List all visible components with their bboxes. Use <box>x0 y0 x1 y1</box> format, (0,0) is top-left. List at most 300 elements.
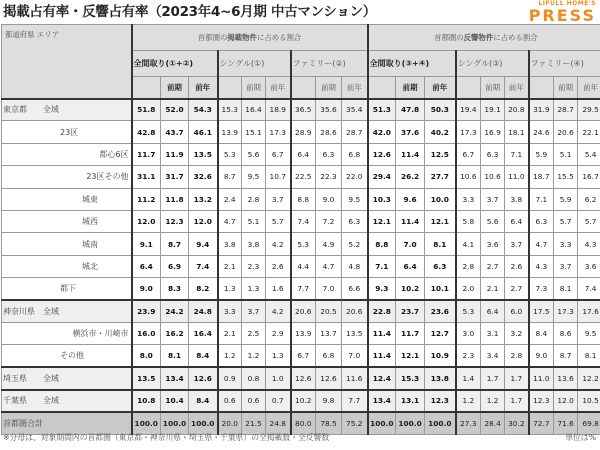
value-cell: 13.4 <box>161 367 189 389</box>
group-header: シングル(①) <box>218 51 291 77</box>
value-cell: 24.6 <box>529 121 554 143</box>
value-cell: 10.2 <box>396 278 425 300</box>
value-cell: 5.7 <box>578 210 600 232</box>
value-cell: 20.6 <box>291 300 316 322</box>
value-cell: 6.4 <box>291 143 316 165</box>
value-cell: 8.7 <box>218 166 242 188</box>
table-row <box>2 143 600 165</box>
value-cell: 11.7 <box>132 143 161 165</box>
value-cell: 24.8 <box>266 412 291 434</box>
prefecture-name: 神奈川県 <box>3 306 35 316</box>
value-cell: 8.3 <box>161 278 189 300</box>
value-cell: 31.1 <box>132 166 161 188</box>
sub-header-prev-year: 前年 <box>425 77 456 99</box>
value-cell: 13.4 <box>368 390 396 412</box>
value-cell: 46.1 <box>189 121 218 143</box>
value-cell: 12.2 <box>578 367 600 389</box>
sub-header-blank <box>368 77 396 99</box>
value-cell: 22.8 <box>368 300 396 322</box>
value-cell: 11.4 <box>396 210 425 232</box>
prefecture-name: 東京都 <box>3 105 27 115</box>
table-row <box>2 345 600 367</box>
value-cell: 3.8 <box>505 188 529 210</box>
value-cell: 0.6 <box>218 390 242 412</box>
area-name: 城東 <box>82 194 98 204</box>
value-cell: 37.6 <box>396 121 425 143</box>
value-cell: 0.6 <box>242 390 266 412</box>
value-cell: 5.1 <box>242 210 266 232</box>
value-cell: 9.0 <box>529 345 554 367</box>
value-cell: 5.3 <box>291 233 316 255</box>
area-name: 横浜市・川崎市 <box>72 329 129 339</box>
value-cell: 1.3 <box>242 278 266 300</box>
value-cell: 1.7 <box>505 390 529 412</box>
value-cell: 0.9 <box>218 367 242 389</box>
value-cell: 8.1 <box>161 345 189 367</box>
value-cell: 36.5 <box>291 99 316 121</box>
value-cell: 24.2 <box>161 300 189 322</box>
value-cell: 11.6 <box>342 367 368 389</box>
value-cell: 7.4 <box>578 278 600 300</box>
table-row <box>2 300 600 322</box>
value-cell: 1.7 <box>481 367 505 389</box>
area-label <box>2 345 132 367</box>
table-row <box>2 367 600 389</box>
value-cell: 5.8 <box>456 210 481 232</box>
sub-header-prev-quarter: 前期 <box>316 77 342 99</box>
sub-header-blank <box>456 77 481 99</box>
value-cell: 7.3 <box>529 278 554 300</box>
value-cell: 16.0 <box>132 322 161 344</box>
value-cell: 6.3 <box>425 255 456 277</box>
value-cell: 43.7 <box>161 121 189 143</box>
value-cell: 3.6 <box>578 255 600 277</box>
value-cell: 51.8 <box>132 99 161 121</box>
value-cell: 5.6 <box>242 143 266 165</box>
value-cell: 50.3 <box>425 99 456 121</box>
value-cell: 9.6 <box>396 188 425 210</box>
value-cell: 1.2 <box>481 390 505 412</box>
value-cell: 10.4 <box>161 390 189 412</box>
area-label <box>2 188 132 210</box>
sub-header-prev-quarter: 前期 <box>161 77 189 99</box>
value-cell: 6.3 <box>529 210 554 232</box>
value-cell: 2.1 <box>218 322 242 344</box>
value-cell: 12.4 <box>368 367 396 389</box>
sub-header-blank <box>291 77 316 99</box>
value-cell: 3.3 <box>554 233 578 255</box>
group-header: ファミリー(④) <box>529 51 600 77</box>
table-row <box>2 188 600 210</box>
value-cell: 5.9 <box>529 143 554 165</box>
sub-header-prev-year: 前年 <box>505 77 529 99</box>
value-cell: 2.8 <box>505 345 529 367</box>
value-cell: 2.5 <box>242 322 266 344</box>
value-cell: 7.1 <box>529 188 554 210</box>
value-cell: 21.5 <box>242 412 266 434</box>
value-cell: 22.3 <box>316 166 342 188</box>
area-label <box>2 390 132 412</box>
value-cell: 12.7 <box>425 322 456 344</box>
value-cell: 17.3 <box>456 121 481 143</box>
value-cell: 12.3 <box>161 210 189 232</box>
value-cell: 1.0 <box>266 367 291 389</box>
header-text-bold: 掲載物件 <box>227 33 257 42</box>
value-cell: 6.7 <box>266 143 291 165</box>
value-cell: 9.5 <box>342 188 368 210</box>
value-cell: 7.0 <box>342 345 368 367</box>
table-row <box>2 210 600 232</box>
value-cell: 5.9 <box>554 188 578 210</box>
value-cell: 12.0 <box>132 210 161 232</box>
value-cell: 47.8 <box>396 99 425 121</box>
value-cell: 20.5 <box>316 300 342 322</box>
value-cell: 1.6 <box>266 278 291 300</box>
value-cell: 4.7 <box>316 255 342 277</box>
value-cell: 13.1 <box>396 390 425 412</box>
value-cell: 13.6 <box>554 367 578 389</box>
value-cell: 10.6 <box>481 166 505 188</box>
value-cell: 9.8 <box>316 390 342 412</box>
value-cell: 15.1 <box>242 121 266 143</box>
value-cell: 10.8 <box>132 390 161 412</box>
area-label <box>2 143 132 165</box>
value-cell: 2.0 <box>456 278 481 300</box>
prefecture-name: 埼玉県 <box>3 373 27 383</box>
sub-header-prev-quarter: 前期 <box>481 77 505 99</box>
value-cell: 0.8 <box>242 367 266 389</box>
value-cell: 11.2 <box>132 188 161 210</box>
value-cell: 11.4 <box>396 143 425 165</box>
value-cell: 15.5 <box>554 166 578 188</box>
value-cell: 17.3 <box>554 300 578 322</box>
value-cell: 20.6 <box>554 121 578 143</box>
area-name: 城西 <box>82 217 98 227</box>
area-label <box>2 367 132 389</box>
value-cell: 1.7 <box>505 367 529 389</box>
value-cell: 8.1 <box>554 278 578 300</box>
area-label <box>2 412 132 434</box>
value-cell: 9.5 <box>242 166 266 188</box>
value-cell: 23.9 <box>132 300 161 322</box>
value-cell: 2.7 <box>505 278 529 300</box>
value-cell: 12.6 <box>189 367 218 389</box>
value-cell: 17.6 <box>578 300 600 322</box>
group-header: 全間取り(①+②) <box>132 51 218 77</box>
value-cell: 22.1 <box>578 121 600 143</box>
value-cell: 12.3 <box>529 390 554 412</box>
value-cell: 3.3 <box>456 188 481 210</box>
value-cell: 51.3 <box>368 99 396 121</box>
value-cell: 16.4 <box>189 322 218 344</box>
area-name: 23区 <box>60 127 79 137</box>
value-cell: 8.2 <box>189 278 218 300</box>
value-cell: 5.3 <box>218 143 242 165</box>
value-cell: 20.0 <box>218 412 242 434</box>
value-cell: 6.3 <box>316 143 342 165</box>
value-cell: 16.2 <box>161 322 189 344</box>
value-cell: 13.9 <box>218 121 242 143</box>
value-cell: 2.1 <box>218 255 242 277</box>
value-cell: 1.3 <box>266 345 291 367</box>
area-name: その他 <box>60 351 84 361</box>
area-name: 都下 <box>60 284 76 294</box>
value-cell: 3.3 <box>218 300 242 322</box>
value-cell: 3.7 <box>554 255 578 277</box>
share-table <box>1 24 600 435</box>
value-cell: 6.6 <box>342 278 368 300</box>
value-cell: 8.8 <box>368 233 396 255</box>
area-label <box>2 278 132 300</box>
value-cell: 71.6 <box>554 412 578 434</box>
value-cell: 3.4 <box>481 345 505 367</box>
value-cell: 19.4 <box>456 99 481 121</box>
value-cell: 7.7 <box>342 390 368 412</box>
value-cell: 7.0 <box>316 278 342 300</box>
value-cell: 27.7 <box>425 166 456 188</box>
sub-header-blank <box>132 77 161 99</box>
value-cell: 16.4 <box>242 99 266 121</box>
value-cell: 52.0 <box>161 99 189 121</box>
table-row <box>2 166 600 188</box>
area-name: 全域 <box>43 306 59 316</box>
value-cell: 16.7 <box>578 166 600 188</box>
value-cell: 28.6 <box>316 121 342 143</box>
value-cell: 5.3 <box>456 300 481 322</box>
header-text: に占める割合 <box>256 33 302 42</box>
value-cell: 69.8 <box>578 412 600 434</box>
value-cell: 100.0 <box>396 412 425 434</box>
value-cell: 1.2 <box>456 390 481 412</box>
logo-big-text: PRESS <box>528 6 596 25</box>
header-text: 首都圏の <box>434 33 464 42</box>
value-cell: 10.0 <box>425 188 456 210</box>
value-cell: 17.3 <box>266 121 291 143</box>
value-cell: 3.7 <box>505 233 529 255</box>
group-header: ファミリー(②) <box>291 51 368 77</box>
value-cell: 1.2 <box>242 345 266 367</box>
sub-header-prev-quarter: 前期 <box>554 77 578 99</box>
table-row <box>2 99 600 121</box>
value-cell: 12.1 <box>368 210 396 232</box>
header-text: 首都圏の <box>197 33 228 42</box>
value-cell: 3.7 <box>481 188 505 210</box>
value-cell: 2.7 <box>481 255 505 277</box>
value-cell: 2.8 <box>456 255 481 277</box>
sub-header-blank <box>529 77 554 99</box>
value-cell: 10.9 <box>425 345 456 367</box>
value-cell: 2.4 <box>218 188 242 210</box>
value-cell: 6.9 <box>161 255 189 277</box>
value-cell: 19.1 <box>481 99 505 121</box>
value-cell: 100.0 <box>425 412 456 434</box>
value-cell: 30.2 <box>505 412 529 434</box>
sub-header-prev-year: 前年 <box>578 77 600 99</box>
value-cell: 20.6 <box>342 300 368 322</box>
value-cell: 6.8 <box>316 345 342 367</box>
area-label <box>2 166 132 188</box>
value-cell: 6.8 <box>342 143 368 165</box>
value-cell: 9.5 <box>578 322 600 344</box>
value-cell: 6.4 <box>396 255 425 277</box>
value-cell: 13.8 <box>425 367 456 389</box>
value-cell: 28.7 <box>342 121 368 143</box>
value-cell: 28.7 <box>554 99 578 121</box>
footnote: ※分母は、対象期間内の首都圏（東京都・神奈川県・埼玉県・千葉県）の全掲載数・全反響数 <box>3 433 330 442</box>
value-cell: 5.1 <box>554 143 578 165</box>
value-cell: 22.5 <box>291 166 316 188</box>
value-cell: 20.8 <box>505 99 529 121</box>
value-cell: 78.5 <box>316 412 342 434</box>
value-cell: 2.6 <box>505 255 529 277</box>
value-cell: 12.6 <box>291 367 316 389</box>
value-cell: 8.1 <box>425 233 456 255</box>
value-cell: 11.8 <box>161 188 189 210</box>
value-cell: 2.3 <box>456 345 481 367</box>
value-cell: 11.4 <box>368 345 396 367</box>
value-cell: 6.7 <box>291 345 316 367</box>
value-cell: 12.6 <box>316 367 342 389</box>
table-row <box>2 412 600 434</box>
value-cell: 5.4 <box>578 143 600 165</box>
value-cell: 6.3 <box>342 210 368 232</box>
value-cell: 11.0 <box>505 166 529 188</box>
value-cell: 4.7 <box>529 233 554 255</box>
value-cell: 12.5 <box>425 143 456 165</box>
value-cell: 13.5 <box>189 143 218 165</box>
area-label <box>2 233 132 255</box>
table-row <box>2 390 600 412</box>
value-cell: 4.3 <box>529 255 554 277</box>
sub-header-prev-quarter: 前期 <box>242 77 266 99</box>
value-cell: 3.8 <box>242 233 266 255</box>
value-cell: 27.3 <box>456 412 481 434</box>
value-cell: 31.9 <box>529 99 554 121</box>
value-cell: 2.9 <box>266 322 291 344</box>
value-cell: 2.6 <box>266 255 291 277</box>
value-cell: 4.8 <box>342 255 368 277</box>
value-cell: 10.5 <box>578 390 600 412</box>
value-cell: 18.9 <box>266 99 291 121</box>
area-name: 全域 <box>43 373 59 383</box>
value-cell: 5.7 <box>266 210 291 232</box>
table-row <box>2 322 600 344</box>
value-cell: 1.4 <box>456 367 481 389</box>
unit-note: 単位は% <box>565 433 596 442</box>
value-cell: 54.3 <box>189 99 218 121</box>
value-cell: 9.3 <box>368 278 396 300</box>
area-name: 都心6区 <box>99 149 129 159</box>
value-cell: 6.0 <box>505 300 529 322</box>
value-cell: 100.0 <box>132 412 161 434</box>
area-name: 23区その他 <box>86 172 129 182</box>
value-cell: 2.8 <box>242 188 266 210</box>
value-cell: 8.6 <box>554 322 578 344</box>
value-cell: 4.7 <box>218 210 242 232</box>
group-header: 全間取り(③+④) <box>368 51 456 77</box>
value-cell: 11.0 <box>529 367 554 389</box>
value-cell: 4.4 <box>291 255 316 277</box>
value-cell: 28.4 <box>481 412 505 434</box>
area-label <box>2 210 132 232</box>
area-name: 全域 <box>43 105 59 115</box>
sub-header-prev-year: 前年 <box>189 77 218 99</box>
value-cell: 72.7 <box>529 412 554 434</box>
table-row <box>2 121 600 143</box>
value-cell: 5.2 <box>342 233 368 255</box>
sub-header-blank <box>218 77 242 99</box>
value-cell: 7.2 <box>316 210 342 232</box>
value-cell: 12.6 <box>368 143 396 165</box>
response-share-header <box>368 25 600 51</box>
sub-header-prev-year: 前年 <box>342 77 368 99</box>
value-cell: 42.0 <box>368 121 396 143</box>
value-cell: 1.2 <box>218 345 242 367</box>
value-cell: 6.7 <box>456 143 481 165</box>
value-cell: 8.4 <box>189 345 218 367</box>
area-name: 城北 <box>82 261 98 271</box>
value-cell: 9.0 <box>132 278 161 300</box>
value-cell: 23.7 <box>396 300 425 322</box>
value-cell: 17.5 <box>529 300 554 322</box>
value-cell: 4.9 <box>316 233 342 255</box>
value-cell: 8.4 <box>529 322 554 344</box>
value-cell: 11.9 <box>161 143 189 165</box>
value-cell: 18.1 <box>505 121 529 143</box>
value-cell: 42.8 <box>132 121 161 143</box>
value-cell: 35.6 <box>316 99 342 121</box>
value-cell: 3.0 <box>456 322 481 344</box>
value-cell: 13.5 <box>342 322 368 344</box>
value-cell: 15.3 <box>396 367 425 389</box>
value-cell: 13.7 <box>316 322 342 344</box>
value-cell: 7.1 <box>505 143 529 165</box>
value-cell: 40.2 <box>425 121 456 143</box>
value-cell: 18.7 <box>529 166 554 188</box>
value-cell: 8.0 <box>132 345 161 367</box>
value-cell: 2.1 <box>481 278 505 300</box>
listing-share-header <box>132 25 368 51</box>
value-cell: 11.4 <box>368 322 396 344</box>
prefecture-name: 千葉県 <box>3 396 27 406</box>
value-cell: 100.0 <box>368 412 396 434</box>
value-cell: 9.4 <box>189 233 218 255</box>
value-cell: 10.7 <box>266 166 291 188</box>
value-cell: 8.1 <box>578 345 600 367</box>
value-cell: 12.0 <box>189 210 218 232</box>
value-cell: 4.1 <box>456 233 481 255</box>
value-cell: 32.6 <box>189 166 218 188</box>
value-cell: 80.0 <box>291 412 316 434</box>
value-cell: 9.0 <box>316 188 342 210</box>
value-cell: 4.2 <box>266 300 291 322</box>
sub-header-prev-year: 前年 <box>266 77 291 99</box>
value-cell: 100.0 <box>189 412 218 434</box>
value-cell: 3.7 <box>242 300 266 322</box>
value-cell: 7.7 <box>291 278 316 300</box>
value-cell: 15.3 <box>218 99 242 121</box>
value-cell: 6.2 <box>578 188 600 210</box>
value-cell: 12.1 <box>396 345 425 367</box>
area-label <box>2 322 132 344</box>
value-cell: 8.7 <box>161 233 189 255</box>
header-text-bold: 反響物件 <box>463 33 494 42</box>
value-cell: 4.3 <box>578 233 600 255</box>
value-cell: 3.8 <box>218 233 242 255</box>
value-cell: 12.1 <box>425 210 456 232</box>
area-label <box>2 255 132 277</box>
value-cell: 3.1 <box>481 322 505 344</box>
